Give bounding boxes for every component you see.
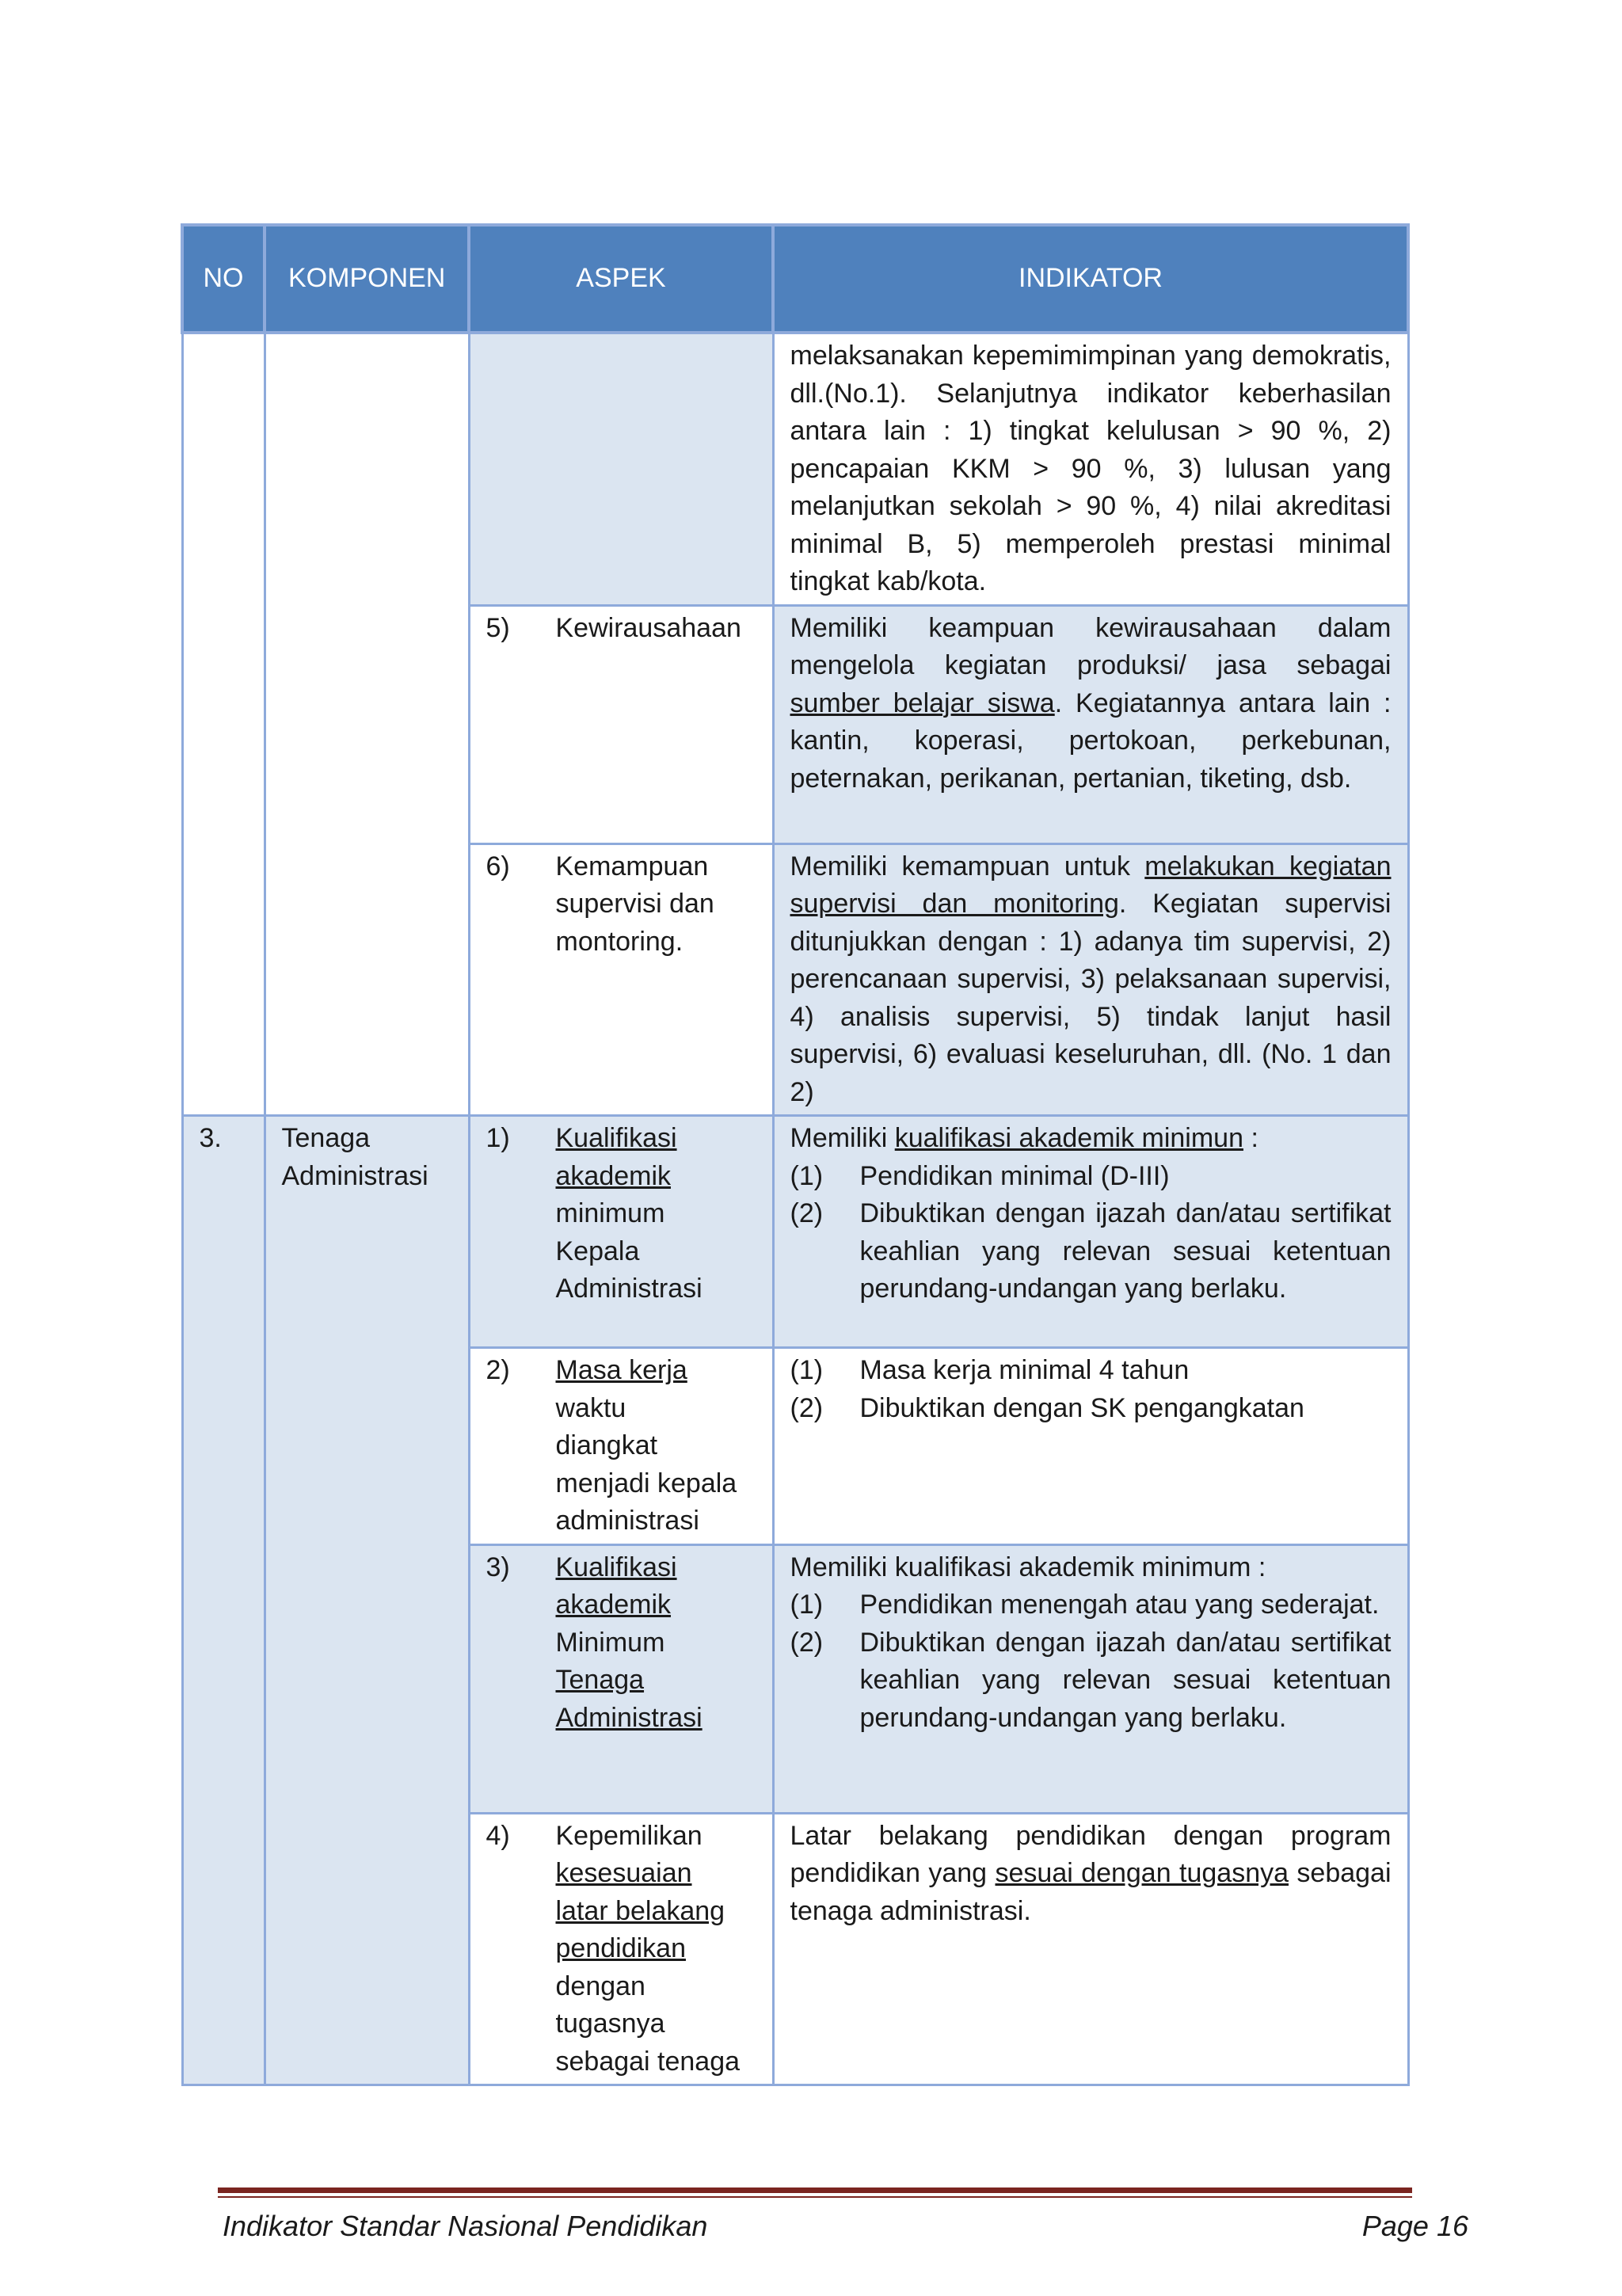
aspek-label: akademik — [555, 1590, 672, 1620]
list-item-number: (2) — [790, 1627, 824, 1658]
indikator-table — [181, 223, 1410, 2086]
indikator-text: . Kegiatannya antara lain : kantin, koperasi, pertokoan, perkebunan, peternakan, perikanan, pertanian, tiketing, dsb. — [790, 687, 1392, 794]
list-item — [790, 1352, 1392, 1390]
indikator-underlined-text: melakukan kegiatan supervisi dan monitoring — [790, 851, 1392, 919]
footer-divider — [218, 2187, 1412, 2193]
aspek-label: administrasi — [555, 1506, 699, 1536]
aspek-label: diangkat — [555, 1430, 658, 1460]
aspek-label: pendidikan — [555, 1933, 686, 1963]
aspek-label: akademik — [555, 1160, 672, 1191]
list-item-text: Dibuktikan dengan SK pengangkatan — [859, 1392, 1304, 1423]
aspek-label: montoring. — [555, 926, 683, 957]
aspek-label: Administrasi — [555, 1274, 702, 1304]
indikator-text: sebagai tenaga administrasi. — [790, 1858, 1392, 1926]
indikator-cell — [773, 843, 1408, 1116]
list-item-number: (2) — [790, 1198, 824, 1228]
aspek-label: tugasnya — [555, 2009, 665, 2039]
no-cell: 3. — [182, 1116, 265, 2085]
no-cell-empty — [182, 333, 265, 1116]
indikator-list — [790, 1586, 1392, 1737]
aspek-label: Tenaga — [555, 1665, 645, 1695]
indikator-cell — [773, 1116, 1408, 1348]
aspek-label: supervisi dan — [555, 889, 714, 919]
aspek-label: Kualifikasi — [555, 1123, 677, 1153]
aspek-cell — [469, 1813, 773, 2085]
list-item — [790, 1624, 1392, 1738]
indikator-list — [790, 1352, 1392, 1427]
aspek-cell — [469, 1544, 773, 1813]
aspek-number: 4) — [485, 1820, 510, 1851]
aspek-label: Minimum — [555, 1627, 665, 1658]
list-item-text: Pendidikan menengah atau yang sederajat. — [859, 1590, 1380, 1620]
list-item-number: (1) — [790, 1590, 824, 1620]
list-item — [790, 1390, 1392, 1428]
indikator-cell — [773, 605, 1408, 843]
indikator-underlined-text: sesuai dengan tugasnya — [995, 1858, 1289, 1888]
indikator-underlined-text: kualifikasi akademik minimun — [894, 1123, 1243, 1153]
aspek-cell — [469, 605, 773, 843]
header-komponen: KOMPONEN — [265, 225, 469, 333]
komponen-label: Administrasi — [281, 1160, 428, 1191]
header-no: NO — [182, 225, 265, 333]
komponen-cell-empty — [265, 333, 469, 1116]
indikator-underlined-text: sumber belajar siswa — [790, 687, 1055, 718]
aspek-label: Kepala — [555, 1236, 640, 1266]
indikator-text: . Kegiatan supervisi ditunjukkan dengan : 1) adanya tim supervisi, 2) perencanaan supervisi, 3) pelaksanaan supervisi, 4) analisis supervisi, 5) tindak lanjut hasil supervisi, 6) evaluasi keseluruhan, dll. (No. 1 dan 2) — [790, 889, 1392, 1107]
komponen-label: Tenaga — [281, 1123, 371, 1153]
aspek-number: 2) — [485, 1355, 510, 1385]
aspek-label: waktu — [555, 1392, 626, 1423]
aspek-number: 6) — [485, 851, 510, 881]
list-item-text: Dibuktikan dengan ijazah dan/atau sertifikat keahlian yang relevan sesuai ketentuan perundang-undangan yang berlaku. — [859, 1627, 1392, 1733]
indikator-text: Memiliki kemampuan untuk — [790, 851, 1145, 881]
list-item-number: (2) — [790, 1392, 824, 1423]
aspek-label: Kemampuan — [555, 851, 709, 881]
list-item — [790, 1195, 1392, 1308]
list-item — [790, 1158, 1392, 1196]
list-item — [790, 1586, 1392, 1624]
aspek-label: Kualifikasi — [555, 1552, 677, 1582]
aspek-label: menjadi kepala — [555, 1468, 737, 1498]
aspek-number: 5) — [485, 612, 510, 643]
indikator-list — [790, 1158, 1392, 1308]
aspek-number: 1) — [485, 1123, 510, 1153]
indikator-cell: melaksanakan kepemimimpinan yang demokratis, dll.(No.1). Selanjutnya indikator keberhasilan antara lain : 1) tingkat kelulusan > 90 %, 2) pencapaian KKM > 90 %, 3) lulusan yang melanjutkan sekolah > 90 %, 4) nilai akreditasi minimal B, 5) memperoleh prestasi minimal tingkat kab/kota. — [773, 333, 1408, 605]
indikator-text: Memiliki — [790, 1123, 895, 1153]
indikator-cell — [773, 1813, 1408, 2085]
aspek-label: Kepemilikan — [555, 1820, 702, 1851]
aspek-cell — [469, 1348, 773, 1545]
indikator-text: Latar belakang pendidikan dengan program pendidikan yang — [790, 1820, 1392, 1888]
aspek-cell — [469, 843, 773, 1116]
aspek-number: 3) — [485, 1552, 510, 1582]
list-item-text: Masa kerja minimal 4 tahun — [859, 1355, 1190, 1385]
list-item-text: Dibuktikan dengan ijazah dan/atau sertifikat keahlian yang relevan sesuai ketentuan perundang-undangan yang berlaku. — [859, 1198, 1392, 1304]
aspek-label: dengan — [555, 1970, 645, 2001]
list-item-text: Pendidikan minimal (D-III) — [859, 1160, 1170, 1191]
header-aspek: ASPEK — [469, 225, 773, 333]
indikator-cell — [773, 1544, 1408, 1813]
header-indikator: INDIKATOR — [773, 225, 1408, 333]
list-item-number: (1) — [790, 1355, 824, 1385]
table-header-row — [182, 225, 1408, 333]
aspek-label: Masa kerja — [555, 1355, 687, 1385]
indikator-text: Memiliki kualifikasi akademik minimum : — [790, 1552, 1266, 1582]
aspek-label: kesesuaian — [555, 1858, 692, 1888]
aspek-label: minimum — [555, 1198, 665, 1228]
list-item-number: (1) — [790, 1160, 824, 1191]
indikator-cell — [773, 1348, 1408, 1545]
aspek-cell — [469, 1116, 773, 1348]
page-number: Page 16 — [1361, 2210, 1468, 2242]
table-row — [182, 1116, 1408, 1348]
aspek-label: Kewirausahaan — [555, 612, 741, 643]
komponen-cell — [265, 1116, 469, 2085]
footer-divider — [218, 2196, 1412, 2198]
aspek-label: latar belakang — [555, 1895, 725, 1926]
indikator-text: : — [1243, 1123, 1258, 1153]
footer-title: Indikator Standar Nasional Pendidikan — [223, 2210, 708, 2242]
aspek-cell-empty — [469, 333, 773, 605]
indikator-text: Memiliki keampuan kewirausahaan dalam mengelola kegiatan produksi/ jasa sebagai — [790, 612, 1392, 680]
aspek-label: Administrasi — [555, 1702, 702, 1733]
aspek-label: sebagai tenaga — [555, 2046, 741, 2077]
table-row — [182, 333, 1408, 605]
